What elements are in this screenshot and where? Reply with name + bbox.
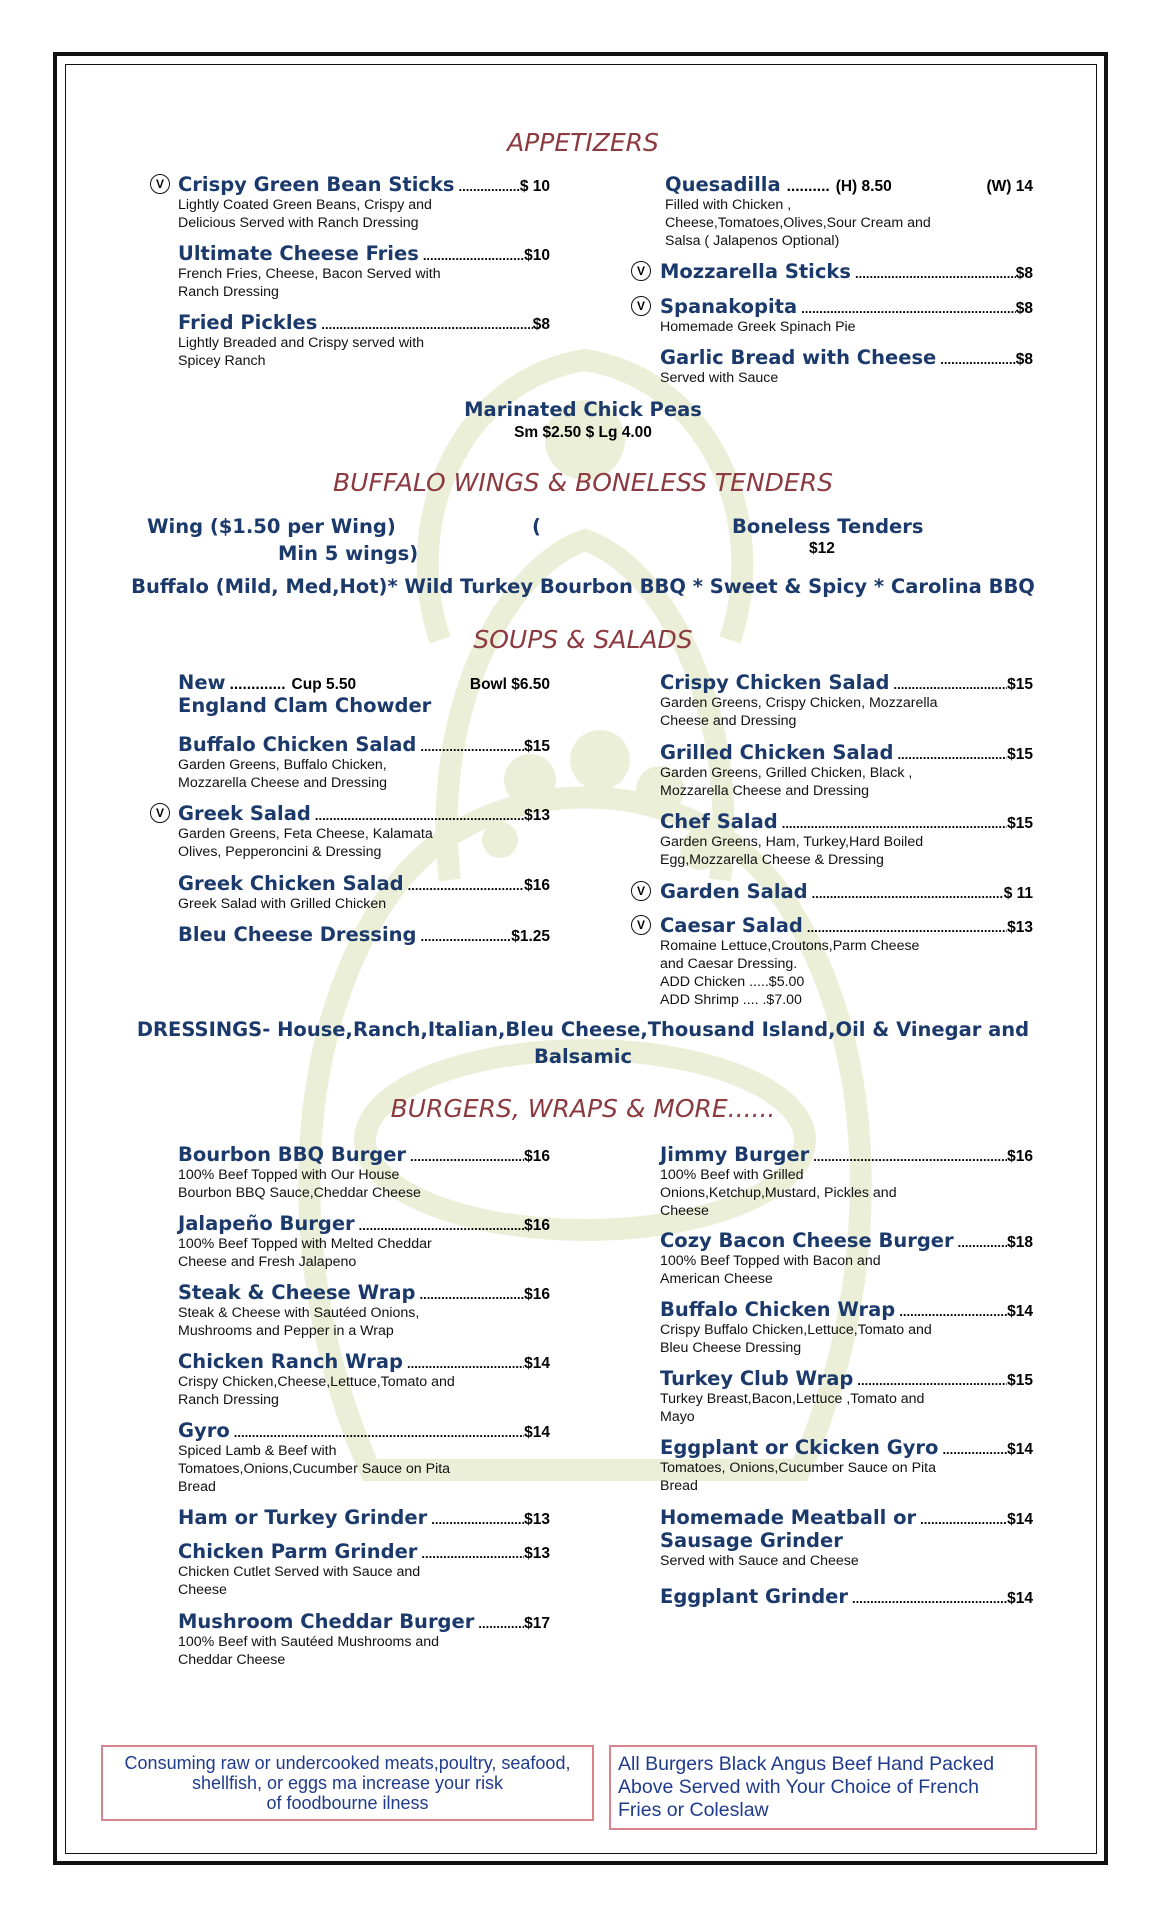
menu-item-eggplant-chicken-gyro bbox=[660, 1436, 1033, 1495]
item-name: Garlic Bread with Cheese bbox=[660, 346, 937, 369]
item-name: Quesadilla bbox=[665, 173, 781, 196]
item-description: Chicken Cutlet Served with Sauce and bbox=[178, 1564, 421, 1580]
menu-item-fried-pickles bbox=[178, 311, 550, 370]
vegetarian-icon: V bbox=[150, 803, 170, 823]
item-name: Gyro bbox=[178, 1419, 230, 1442]
item-description: Filled with Chicken , bbox=[665, 197, 792, 213]
item-price: $8 bbox=[532, 316, 550, 333]
item-description: Cheese bbox=[660, 1203, 709, 1219]
vegetarian-icon: V bbox=[631, 915, 651, 935]
menu-item-greek-chicken-salad bbox=[178, 872, 550, 913]
wing-paren: ( bbox=[532, 515, 541, 538]
menu-item-bleu-cheese-dressing bbox=[178, 923, 550, 946]
menu-item-garden-salad bbox=[660, 880, 1033, 903]
vegetarian-icon: V bbox=[631, 261, 651, 281]
item-name: Buffalo Chicken Wrap bbox=[660, 1298, 896, 1321]
item-name: Crispy Chicken Salad bbox=[660, 671, 890, 694]
item-price: $14 bbox=[1007, 1590, 1033, 1607]
dot-leader bbox=[938, 1442, 1007, 1457]
vegetarian-icon: V bbox=[631, 296, 651, 316]
item-name: Steak & Cheese Wrap bbox=[178, 1281, 416, 1304]
dot-leader bbox=[419, 248, 524, 263]
item-name: New bbox=[178, 671, 226, 694]
item-name-continued: Sausage Grinder bbox=[660, 1529, 843, 1552]
vegetarian-icon: V bbox=[150, 174, 170, 194]
item-price: $15 bbox=[524, 738, 550, 755]
item-description: and Caesar Dressing. bbox=[660, 956, 798, 972]
item-description: Garden Greens, Ham, Turkey,Hard Boiled bbox=[660, 834, 924, 850]
section-title-wings: BUFFALO WINGS & BONELESS TENDERS bbox=[333, 468, 833, 497]
item-description: Turkey Breast,Bacon,Lettuce ,Tomato and bbox=[660, 1391, 925, 1407]
item-description: Ranch Dressing bbox=[178, 284, 279, 300]
dot-leader bbox=[406, 1149, 524, 1164]
dot-leader bbox=[474, 1616, 524, 1631]
item-description: American Cheese bbox=[660, 1271, 773, 1287]
wing-label: Wing ($1.50 per Wing) bbox=[147, 515, 396, 538]
section-title-burgers: BURGERS, WRAPS & MORE...... bbox=[390, 1094, 776, 1123]
item-name: Greek Chicken Salad bbox=[178, 872, 404, 895]
item-description: Cheddar Cheese bbox=[178, 1652, 286, 1668]
item-price-bowl: Bowl $6.50 bbox=[469, 676, 550, 693]
menu-item-jalapeno-burger bbox=[178, 1212, 550, 1271]
menu-item-chicken-parm-grinder bbox=[178, 1540, 550, 1599]
item-description: Bread bbox=[178, 1479, 216, 1495]
item-name: Grilled Chicken Salad bbox=[660, 741, 894, 764]
item-name: Bleu Cheese Dressing bbox=[178, 923, 417, 946]
item-name: Ham or Turkey Grinder bbox=[178, 1506, 428, 1529]
item-price: $13 bbox=[1007, 919, 1033, 936]
menu-item-gyro bbox=[178, 1419, 550, 1496]
dressings-list: DRESSINGS- House,Ranch,Italian,Bleu Cheese,Thousand Island,Oil & Vinegar and bbox=[136, 1018, 1030, 1041]
dot-leader bbox=[797, 301, 1016, 316]
item-description: Steak & Cheese with Sautéed Onions, bbox=[178, 1305, 420, 1321]
dot-leader bbox=[317, 317, 532, 332]
item-description: Cheese,Tomatoes,Olives,Sour Cream and bbox=[665, 215, 931, 231]
item-description: Cheese and Fresh Jalapeno bbox=[178, 1254, 357, 1270]
item-price: $14 bbox=[1007, 1441, 1033, 1458]
dot-leader bbox=[417, 1546, 524, 1561]
item-price: $16 bbox=[524, 1217, 550, 1234]
item-name: Mozzarella Sticks bbox=[660, 260, 852, 283]
item-price: $ 11 bbox=[1003, 885, 1033, 902]
dressings-list-continued: Balsamic bbox=[533, 1045, 633, 1068]
item-description: Ranch Dressing bbox=[178, 1392, 279, 1408]
item-name: Chicken Parm Grinder bbox=[178, 1540, 418, 1563]
item-name: Garden Salad bbox=[660, 880, 808, 903]
notice-line: Consuming raw or undercooked meats,poultry, seafood, bbox=[124, 1753, 571, 1773]
item-name: Buffalo Chicken Salad bbox=[178, 733, 417, 756]
item-price: $16 bbox=[524, 1286, 550, 1303]
dot-leader bbox=[851, 266, 1016, 281]
item-price: $15 bbox=[1007, 815, 1033, 832]
item-price: $8 bbox=[1015, 265, 1033, 282]
menu-item-quesadilla bbox=[665, 173, 1033, 250]
item-description: Lightly Coated Green Beans, Crispy and bbox=[178, 197, 432, 213]
item-price: $15 bbox=[1007, 676, 1033, 693]
item-description: Mozzarella Cheese and Dressing bbox=[660, 783, 869, 799]
item-description: Romaine Lettuce,Croutons,Parm Cheese bbox=[660, 938, 920, 954]
item-description: 100% Beef Topped with Our House bbox=[178, 1167, 400, 1183]
item-name: Caesar Salad bbox=[660, 914, 803, 937]
dot-leader bbox=[954, 1235, 1007, 1250]
item-description: Olives, Pepperoncini & Dressing bbox=[178, 844, 382, 860]
item-description: ADD Chicken .....$5.00 bbox=[660, 974, 805, 990]
item-price: $8 bbox=[1015, 300, 1033, 317]
menu-item-buffalo-chicken-wrap bbox=[660, 1298, 1033, 1357]
item-description: 100% Beef with Grilled bbox=[660, 1167, 804, 1183]
section-title-soups-salads: SOUPS & SALADS bbox=[473, 625, 693, 654]
item-name-chick-peas: Marinated Chick Peas bbox=[464, 398, 702, 421]
menu-item-cozy-bacon-cheese-burger bbox=[660, 1229, 1033, 1288]
menu-item-eggplant-grinder bbox=[660, 1585, 1033, 1608]
item-description: Onions,Ketchup,Mustard, Pickles and bbox=[660, 1185, 897, 1201]
dot-leader bbox=[230, 1425, 524, 1440]
menu-item-meatball-sausage-grinder bbox=[660, 1506, 1033, 1570]
dot-leader bbox=[416, 739, 524, 754]
boneless-tenders-label: Boneless Tenders bbox=[732, 515, 924, 538]
notice-line: of foodbourne ilness bbox=[266, 1793, 429, 1813]
dot-leader bbox=[853, 1373, 1007, 1388]
dot-leader bbox=[311, 808, 524, 823]
item-price: $16 bbox=[524, 877, 550, 894]
item-price: $14 bbox=[524, 1424, 550, 1441]
item-name: Jalapeño Burger bbox=[178, 1212, 355, 1235]
item-price: $14 bbox=[524, 1355, 550, 1372]
menu-item-jimmy-burger bbox=[660, 1143, 1033, 1220]
dot-leader bbox=[403, 1356, 524, 1371]
dot-leader bbox=[416, 929, 511, 944]
menu-item-mozzarella-sticks bbox=[660, 260, 1033, 283]
dot-leader bbox=[355, 1218, 524, 1233]
item-price: $16 bbox=[524, 1148, 550, 1165]
boneless-tenders-price: $12 bbox=[809, 540, 835, 557]
menu-item-turkey-club-wrap bbox=[660, 1367, 1033, 1426]
item-price: $1.25 bbox=[511, 928, 550, 945]
item-description: Bread bbox=[660, 1478, 698, 1494]
menu-item-grilled-chicken-salad bbox=[660, 741, 1033, 800]
item-description: 100% Beef with Sautéed Mushrooms and bbox=[178, 1634, 440, 1650]
item-description: Bourbon BBQ Sauce,Cheddar Cheese bbox=[178, 1185, 421, 1201]
item-price: $18 bbox=[1007, 1234, 1033, 1251]
dot-leader-text: ............. bbox=[229, 676, 286, 693]
notice-line: All Burgers Black Angus Beef Hand Packed bbox=[618, 1753, 995, 1775]
item-description: Greek Salad with Grilled Chicken bbox=[178, 896, 387, 912]
item-price-half: (H) 8.50 bbox=[835, 178, 892, 195]
menu-item-ultimate-cheese-fries bbox=[178, 242, 550, 301]
section-title-appetizers: APPETIZERS bbox=[507, 128, 659, 157]
item-name: Spanakopita bbox=[660, 295, 798, 318]
notice-line: Above Served with Your Choice of French bbox=[618, 1776, 979, 1798]
item-name: Greek Salad bbox=[178, 802, 311, 825]
dot-leader bbox=[415, 1287, 524, 1302]
notice-line: shellfish, or eggs ma increase your risk bbox=[191, 1773, 504, 1793]
dot-leader bbox=[895, 1304, 1007, 1319]
item-price-chick-peas: Sm $2.50 $ Lg 4.00 bbox=[514, 424, 652, 441]
item-name-continued: England Clam Chowder bbox=[178, 694, 432, 717]
item-name: Mushroom Cheddar Burger bbox=[178, 1610, 475, 1633]
item-description: Garden Greens, Feta Cheese, Kalamata bbox=[178, 826, 433, 842]
item-description: Spicey Ranch bbox=[178, 353, 266, 369]
item-price: $8 bbox=[1015, 351, 1033, 368]
item-price: $10 bbox=[524, 247, 550, 264]
item-price: $13 bbox=[524, 807, 550, 824]
item-description: 100% Beef Topped with Bacon and bbox=[660, 1253, 881, 1269]
wing-minimum: Min 5 wings) bbox=[278, 542, 419, 565]
item-name: Fried Pickles bbox=[178, 311, 318, 334]
dot-leader bbox=[848, 1591, 1007, 1606]
item-price: $14 bbox=[1007, 1303, 1033, 1320]
item-description: Mozzarella Cheese and Dressing bbox=[178, 775, 387, 791]
dot-leader bbox=[893, 747, 1007, 762]
menu-item-garlic-bread bbox=[660, 346, 1033, 387]
item-price-cup: Cup 5.50 bbox=[291, 676, 357, 693]
item-description: Cheese and Dressing bbox=[660, 713, 797, 729]
item-name: Eggplant Grinder bbox=[660, 1585, 849, 1608]
item-description: Served with Sauce bbox=[660, 370, 779, 386]
item-name: Turkey Club Wrap bbox=[660, 1367, 854, 1390]
item-description: ADD Shrimp .... .$7.00 bbox=[660, 992, 802, 1008]
item-name: Ultimate Cheese Fries bbox=[178, 242, 419, 265]
menu-item-chicken-ranch-wrap bbox=[178, 1350, 550, 1409]
menu-item-mushroom-cheddar-burger bbox=[178, 1610, 550, 1669]
item-description: Bleu Cheese Dressing bbox=[660, 1340, 802, 1356]
item-price-whole: (W) 14 bbox=[986, 178, 1033, 195]
item-description: Egg,Mozzarella Cheese & Dressing bbox=[660, 852, 884, 868]
item-description: Garden Greens, Buffalo Chicken, bbox=[178, 757, 387, 773]
item-description: French Fries, Cheese, Bacon Served with bbox=[178, 266, 441, 282]
dot-leader bbox=[808, 886, 1004, 901]
menu-item-spanakopita bbox=[660, 295, 1033, 336]
dot-leader bbox=[427, 1512, 524, 1527]
item-name: Chicken Ranch Wrap bbox=[178, 1350, 403, 1373]
item-name: Chef Salad bbox=[660, 810, 778, 833]
item-name: Bourbon BBQ Burger bbox=[178, 1143, 407, 1166]
menu-item-buffalo-chicken-salad bbox=[178, 733, 550, 792]
dot-leader-text: .......... bbox=[786, 178, 830, 195]
item-name: Cozy Bacon Cheese Burger bbox=[660, 1229, 954, 1252]
vegetarian-icon: V bbox=[631, 881, 651, 901]
item-description: Delicious Served with Ranch Dressing bbox=[178, 215, 419, 231]
item-name: Homemade Meatball or bbox=[660, 1506, 917, 1529]
item-description: Garden Greens, Grilled Chicken, Black , bbox=[660, 765, 913, 781]
dot-leader bbox=[936, 352, 1015, 367]
item-description: Served with Sauce and Cheese bbox=[660, 1553, 859, 1569]
menu-item-crispy-chicken-salad bbox=[660, 671, 1033, 730]
item-description: Lightly Breaded and Crispy served with bbox=[178, 335, 425, 351]
menu-item-chef-salad bbox=[660, 810, 1033, 869]
item-price: $13 bbox=[524, 1545, 550, 1562]
item-name: Jimmy Burger bbox=[660, 1143, 810, 1166]
item-price: $17 bbox=[524, 1615, 550, 1632]
item-price: $15 bbox=[1007, 1372, 1033, 1389]
dot-leader bbox=[889, 677, 1007, 692]
item-description: Crispy Chicken,Cheese,Lettuce,Tomato and bbox=[178, 1374, 455, 1390]
dot-leader bbox=[809, 1149, 1007, 1164]
item-name: Crispy Green Bean Sticks bbox=[178, 173, 455, 196]
dot-leader bbox=[803, 920, 1007, 935]
menu-item-ham-turkey-grinder bbox=[178, 1506, 550, 1529]
item-description: Tomatoes, Onions,Cucumber Sauce on Pita bbox=[660, 1460, 937, 1476]
menu-item-greek-salad bbox=[178, 802, 550, 861]
item-price: $14 bbox=[1007, 1511, 1033, 1528]
dot-leader bbox=[455, 179, 520, 194]
burger-info-notice bbox=[609, 1745, 1037, 1830]
menu-item-green-bean-sticks bbox=[178, 173, 550, 232]
menu-item-caesar-salad bbox=[660, 914, 1033, 1009]
item-description: Mushrooms and Pepper in a Wrap bbox=[178, 1323, 394, 1339]
food-safety-notice bbox=[101, 1745, 594, 1821]
item-description: 100% Beef Topped with Melted Cheddar bbox=[178, 1236, 432, 1252]
item-price: $ 10 bbox=[519, 178, 550, 195]
item-description: Crispy Buffalo Chicken,Lettuce,Tomato and bbox=[660, 1322, 932, 1338]
item-description: Garden Greens, Crispy Chicken, Mozzarella bbox=[660, 695, 938, 711]
menu-item-clam-chowder bbox=[178, 671, 550, 717]
item-price: $13 bbox=[524, 1511, 550, 1528]
item-description: Tomatoes,Onions,Cucumber Sauce on Pita bbox=[178, 1461, 451, 1477]
item-description: Mayo bbox=[660, 1409, 695, 1425]
dot-leader bbox=[916, 1512, 1007, 1527]
dot-leader bbox=[404, 878, 525, 893]
item-name: Eggplant or Ckicken Gyro bbox=[660, 1436, 939, 1459]
menu-item-bourbon-bbq-burger bbox=[178, 1143, 550, 1202]
item-description: Salsa ( Jalapenos Optional) bbox=[665, 233, 840, 249]
wing-flavors: Buffalo (Mild, Med,Hot)* Wild Turkey Bourbon BBQ * Sweet & Spicy * Carolina BBQ bbox=[131, 575, 1035, 598]
menu-item-steak-cheese-wrap bbox=[178, 1281, 550, 1340]
item-price: $15 bbox=[1007, 746, 1033, 763]
item-description: Cheese bbox=[178, 1582, 227, 1598]
item-description: Homemade Greek Spinach Pie bbox=[660, 319, 856, 335]
dot-leader bbox=[778, 816, 1007, 831]
item-description: Spiced Lamb & Beef with bbox=[178, 1443, 337, 1459]
item-price: $16 bbox=[1007, 1148, 1033, 1165]
notice-line: Fries or Coleslaw bbox=[618, 1799, 769, 1821]
